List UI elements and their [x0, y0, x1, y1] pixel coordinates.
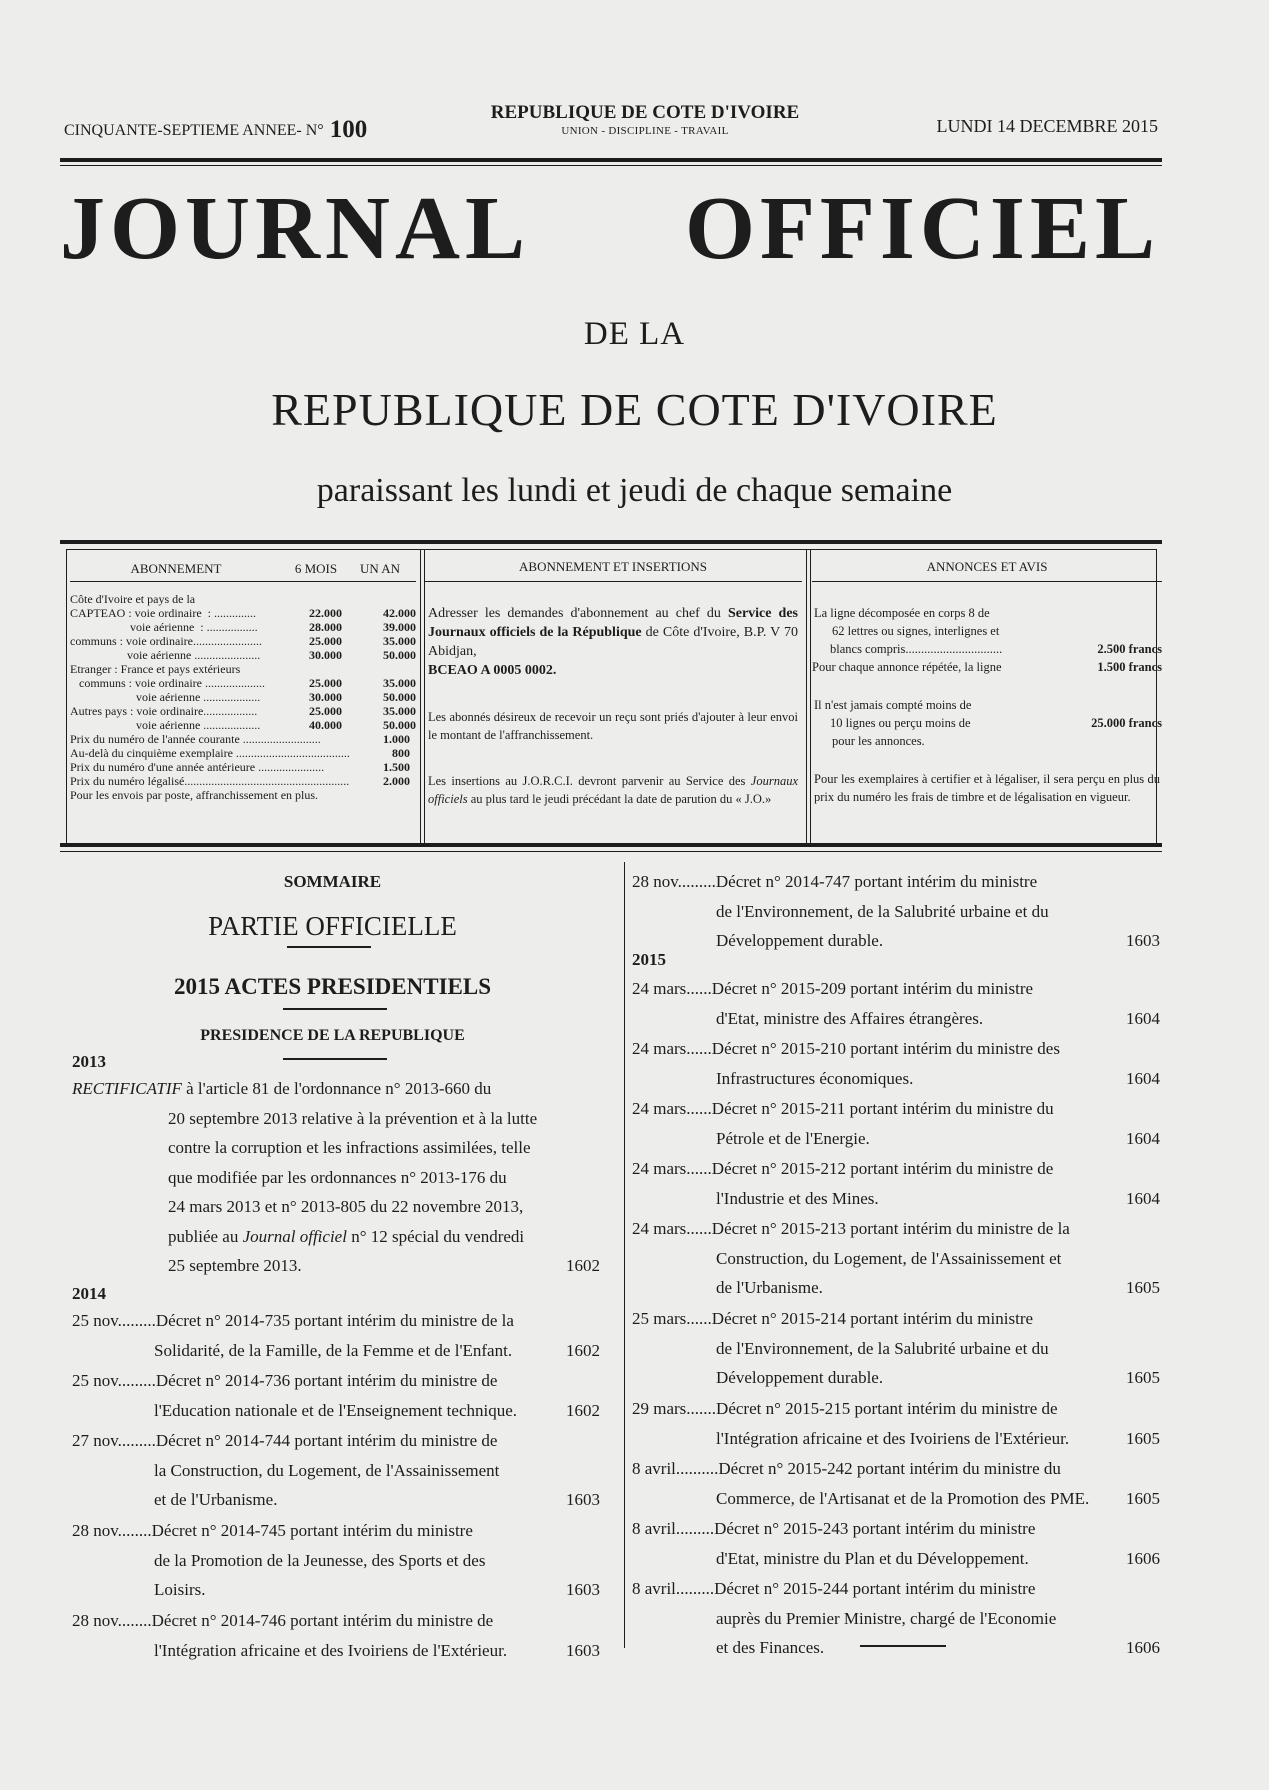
sommaire-entry: 25 nov.........Décret n° 2014-736 portant intérim du ministre de l'Education nationale et de l'Enseignement technique. 1602 — [72, 1366, 600, 1425]
masthead-word-officiel: OFFICIEL — [684, 179, 1160, 278]
entry-date: 25 nov......... — [72, 1371, 156, 1390]
abonnement-rows-1 — [70, 606, 416, 662]
issue-number: 100 — [329, 116, 368, 143]
partie-underline — [287, 946, 371, 948]
entry-date: 24 mars...... — [632, 1159, 712, 1178]
sommaire-title: SOMMAIRE — [283, 872, 382, 891]
sommaire-entry: 29 mars.......Décret n° 2015-215 portant intérim du ministre de l'Intégration africaine et des Ivoiriens de l'Extérieur. 1605 — [632, 1394, 1160, 1453]
box-rule-bottom-thick — [60, 843, 1162, 847]
abonnement-header: ABONNEMENT 6 MOIS UN AN — [130, 561, 401, 576]
column-divider — [624, 862, 625, 1648]
box-rule-top-thin — [66, 549, 1156, 550]
masthead-word-journal: JOURNAL — [60, 179, 531, 278]
insertions-header: ABONNEMENT ET INSERTIONS — [519, 559, 707, 574]
entry-date: 8 avril.......... — [632, 1459, 719, 1478]
page-number: 1603 — [1126, 931, 1160, 950]
sommaire-entry: 25 nov.........Décret n° 2014-735 portant intérim du ministre de la Solidarité, de la Famille, de la Femme et de l'Enfant. 1602 — [72, 1306, 600, 1365]
price-row: Au-delà du cinquième exemplaire ...................................... 800 — [70, 746, 410, 760]
entry-date: 24 mars...... — [632, 1219, 712, 1238]
masthead-title — [60, 179, 1160, 278]
republic-name: REPUBLIQUE DE COTE D'IVOIRE — [490, 102, 800, 123]
annonces-line-5: Il n'est jamais compté moins de — [814, 698, 972, 712]
entry-date: 25 nov......... — [72, 1311, 156, 1330]
sommaire-entry: 8 avril..........Décret n° 2015-242 portant intérim du ministre du Commerce, de l'Artisanat et de la Promotion des PME. 1605 — [632, 1454, 1160, 1513]
box-divider-2b — [810, 549, 811, 843]
price-row: voie aérienne : ................. 28.000 39.000 — [70, 620, 416, 634]
national-motto: UNION - DISCIPLINE - TRAVAIL — [561, 125, 729, 137]
page-number: 1602 — [566, 1256, 600, 1275]
entry-date: 24 mars...... — [632, 1039, 712, 1058]
abonnement-group-2: Etranger : France et pays extérieurs — [70, 662, 241, 676]
entry-date: 29 mars....... — [632, 1399, 717, 1418]
sommaire-entry: 24 mars......Décret n° 2015-209 portant intérim du ministre d'Etat, ministre des Affaires étrangères. 1604 — [632, 974, 1160, 1033]
box-rule-top-thick — [60, 540, 1162, 544]
masthead-frequency: paraissant les lundi et jeudi de chaque semaine — [316, 472, 953, 509]
entry-date: 24 mars...... — [632, 979, 712, 998]
entry-date: 28 nov........ — [72, 1611, 152, 1630]
page-number: 1603 — [566, 1580, 600, 1599]
sommaire-entry: 24 mars......Décret n° 2015-213 portant intérim du ministre de la Construction, du Logement, de l'Assainissement et de l'Urbanisme. 1605 — [632, 1214, 1160, 1303]
rectificatif-entry: RECTIFICATIF à l'article 81 de l'ordonnance n° 2013-660 du 20 septembre 2013 relative à la prévention et à la lutte contre la corruption et les infractions assimilées, telle que modifiée par les ordonnances n° 2013-176 du 24 mars 2013 et n° 2013-805 du 22 novembre 2013, publiée au Journal officiel n° 12 spécial du vendredi 25 septembre 2013. 1602 — [72, 1074, 600, 1281]
price-row: Prix du numéro légalisé....................................................... 2.000 — [70, 774, 410, 788]
price-row: communs : voie ordinaire....................... 25.000 35.000 — [70, 634, 416, 648]
sommaire-entry: 28 nov.........Décret n° 2014-747 portant intérim du ministre de l'Environnement, de la Salubrité urbaine et du Développement durable. 1603 — [632, 867, 1160, 956]
entry-date: 28 nov........ — [72, 1521, 152, 1540]
sommaire-entry: 24 mars......Décret n° 2015-212 portant intérim du ministre de l'Industrie et des Mines. 1604 — [632, 1154, 1160, 1213]
abonnement-header-rule — [70, 581, 416, 582]
entry-date: 8 avril......... — [632, 1519, 715, 1538]
abonnement-footnote: Pour les envois par poste, affranchissement en plus. — [70, 788, 319, 802]
page-number: 1606 — [1126, 1548, 1160, 1568]
sommaire-entry: 28 nov........Décret n° 2014-745 portant intérim du ministre de la Promotion de la Jeunesse, des Sports et des Loisirs. 1603 — [72, 1516, 600, 1605]
sommaire-entry: 24 mars......Décret n° 2015-211 portant intérim du ministre du Pétrole et de l'Energie. 1604 — [632, 1094, 1160, 1153]
annonces-line-3: blancs compris............................... 2.500 francs — [830, 642, 1162, 656]
year-2014: 2014 — [72, 1284, 106, 1303]
issue-year-label: CINQUANTE-SEPTIEME ANNEE- N° 100 — [64, 116, 368, 143]
header-rule-thick — [60, 158, 1162, 162]
price-row: voie aérienne ...................... 30.000 50.000 — [70, 648, 416, 662]
abonnement-group-1: Côte d'Ivoire et pays de la — [70, 592, 196, 606]
box-divider-2 — [806, 549, 807, 843]
annonces-legalisation: Pour les exemplaires à certifier et à légaliser, il sera perçu en plus du prix du numéro les frais de timbre et de légalisation en vigueur. — [814, 772, 1160, 804]
page-number: 1602 — [566, 1400, 600, 1420]
sommaire-entry: 27 nov.........Décret n° 2014-744 portant intérim du ministre de la Construction, du Logement, de l'Assainissement et de l'Urbanisme. 1603 — [72, 1426, 600, 1515]
actes-underline — [283, 1008, 387, 1010]
price-row: CAPTEAO : voie ordinaire : .............. 22.000 42.000 — [70, 606, 416, 620]
annonces-line-1: La ligne décomposée en corps 8 de — [814, 606, 990, 620]
masthead-republic: REPUBLIQUE DE COTE D'IVOIRE — [271, 384, 998, 435]
annonces-header-rule — [812, 581, 1162, 582]
price-row: Prix du numéro de l'année courante .......................... 1.000 — [70, 732, 410, 746]
price-row: Prix du numéro d'une année antérieure ...................... 1.500 — [70, 760, 410, 774]
page-number: 1602 — [566, 1340, 600, 1360]
sommaire-entry: 25 mars......Décret n° 2015-214 portant intérim du ministre de l'Environnement, de la Salubrité urbaine et du Développement durable. 1605 — [632, 1304, 1160, 1393]
page-number: 1605 — [1126, 1278, 1160, 1297]
abonnement-rows-2 — [70, 676, 416, 732]
annonces-column — [812, 555, 1162, 842]
annonces-line-4: Pour chaque annonce répétée, la ligne 1.500 francs — [812, 660, 1162, 674]
header-rule-thin — [60, 165, 1162, 166]
entry-date: 8 avril......... — [632, 1579, 715, 1598]
abonnement-prices — [70, 732, 416, 788]
page-number: 1604 — [1126, 1128, 1160, 1148]
year-2013: 2013 — [72, 1052, 106, 1071]
page-number: 1605 — [1126, 1368, 1160, 1387]
insertions-receipt: Les abonnés désireux de recevoir un reçu sont priés d'ajouter à leur envoi le montant de l'affranchissement. — [428, 710, 798, 742]
annonces-line-2: 62 lettres ou signes, interlignes et — [832, 624, 1000, 638]
annonces-line-6: 10 lignes ou perçu moins de 25.000 francs — [830, 716, 1162, 730]
sommaire-entry: 24 mars......Décret n° 2015-210 portant intérim du ministre des Infrastructures économiques. 1604 — [632, 1034, 1160, 1093]
page-number: 1605 — [1126, 1428, 1160, 1448]
box-rule-bottom-thin — [60, 851, 1162, 852]
year-2015: 2015 — [632, 950, 666, 969]
insertions-header-rule — [424, 581, 802, 582]
annonces-line-7: pour les annonces. — [832, 734, 925, 748]
box-border-left — [66, 549, 67, 843]
page-number: 1604 — [1126, 1188, 1160, 1208]
entry-date: 24 mars...... — [632, 1099, 712, 1118]
page-number: 1606 — [1126, 1638, 1160, 1657]
price-row: Autres pays : voie ordinaire.................. 25.000 35.000 — [70, 704, 416, 718]
masthead-de-la: DE LA — [583, 316, 686, 352]
page-number: 1604 — [1126, 1068, 1160, 1088]
entry-date: 27 nov......... — [72, 1431, 156, 1450]
price-row: voie aérienne ................... 30.000 50.000 — [70, 690, 416, 704]
sommaire-entry: 8 avril.........Décret n° 2015-243 portant intérim du ministre d'Etat, ministre du Plan et du Développement. 1606 — [632, 1514, 1160, 1573]
insertions-column — [424, 555, 802, 842]
entry-date: 25 mars...... — [632, 1309, 712, 1328]
presidence-title: PRESIDENCE DE LA REPUBLIQUE — [200, 1027, 465, 1044]
entry-date: 28 nov......... — [632, 872, 716, 891]
abonnement-column — [70, 555, 416, 842]
insertions-deadline: Les insertions au J.O.R.C.I. devront parvenir au Service des Journaux officiels au plus tard le jeudi précédant la date de parution du « J.O.» — [428, 774, 798, 806]
annonces-header: ANNONCES ET AVIS — [926, 559, 1048, 574]
republic-header — [470, 102, 820, 137]
page-number: 1603 — [566, 1640, 600, 1660]
page-number: 1603 — [566, 1490, 600, 1509]
actes-presidentiels-title: 2015 ACTES PRESIDENTIELS — [174, 974, 491, 999]
page-number: 1604 — [1126, 1008, 1160, 1028]
presidence-underline — [283, 1058, 387, 1060]
sommaire-entry: 28 nov........Décret n° 2014-746 portant intérim du ministre de l'Intégration africaine et des Ivoiriens de l'Extérieur. 1603 — [72, 1606, 600, 1665]
insertions-address: Adresser les demandes d'abonnement au chef du Service des Journaux officiels de la République de Côte d'Ivoire, B.P. V 70 Abidjan, BCEAO A 0005 0002. — [428, 606, 798, 678]
sommaire-entry: 8 avril.........Décret n° 2015-244 portant intérim du ministre auprès du Premier Ministre, chargé de l'Economie et des Finances. 1606 — [632, 1574, 1160, 1663]
price-row: communs : voie ordinaire .................... 25.000 35.000 — [70, 676, 416, 690]
box-divider-1 — [420, 549, 421, 843]
page-number: 1605 — [1126, 1488, 1160, 1508]
price-row: voie aérienne ................... 40.000 50.000 — [70, 718, 416, 732]
issue-date: LUNDI 14 DECEMBRE 2015 — [936, 116, 1158, 136]
partie-officielle-title: PARTIE OFFICIELLE — [208, 911, 457, 941]
